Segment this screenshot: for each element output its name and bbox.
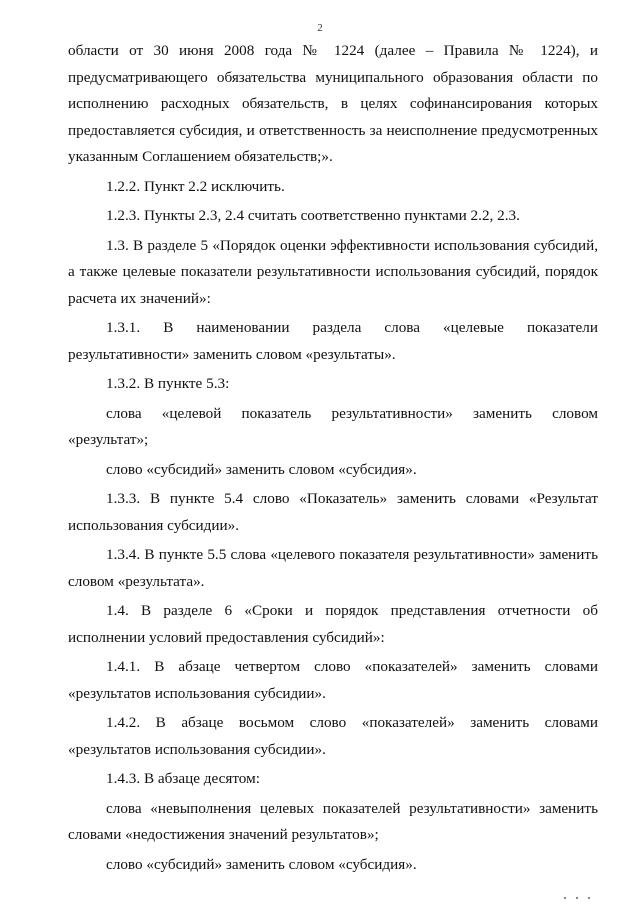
paragraph-1-3-1: 1.3.1. В наименовании раздела слова «целевые показатели результативности» заменить словом «результаты». [68, 319, 598, 363]
paragraph-1-3: 1.3. В разделе 5 «Порядок оценки эффективности использования субсидий, а также целевые показатели результативности использования субсидий, порядок расчета их значений»: [68, 236, 598, 307]
paragraph-1-3-2-words: слова «целевой показатель результативности» заменить словом «результат»; [68, 404, 598, 448]
paragraph-1-3-4: 1.3.4. В пункте 5.5 слова «целевого показателя результативности» заменить словом «результата». [68, 546, 598, 590]
paragraph-1-2-3: 1.2.3. Пункты 2.3, 2.4 считать соответственно пунктами 2.2, 2.3. [106, 207, 520, 224]
paragraph-1-3-3: 1.3.3. В пункте 5.4 слово «Показатель» заменить словами «Результат использования субсидии». [68, 490, 598, 534]
paragraph-1-4-1: 1.4.1. В абзаце четвертом слово «показателей» заменить словами «результатов использования субсидии». [68, 658, 598, 702]
page-number: 2 [317, 22, 323, 34]
paragraph-1-2-2: 1.2.2. Пункт 2.2 исключить. [106, 177, 285, 195]
paragraph-1-4-3-word: слово «субсидий» заменить словом «субсидия». [106, 855, 417, 873]
paragraph-1-4-3: 1.4.3. В абзаце десятом: [106, 770, 260, 787]
paragraph-continuation: области от 30 июня 2008 года № 1224 (далее – Правила № 1224), и предусматривающего обязательства муниципального образования области по исполнению расходных обязательств, в целях софинансирования которых предоставляется субсидия, и ответственность за неисполнение предусмотренных указанным Соглашением обязательств;». [68, 42, 598, 165]
paragraph-1-4-3-words: слова «невыполнения целевых показателей результативности» заменить словами «недостижения значений результатов»; [68, 799, 598, 843]
document-body [68, 38, 598, 878]
scan-artifact-dots [564, 893, 594, 899]
paragraph-1-4: 1.4. В разделе 6 «Сроки и порядок представления отчетности об исполнении условий предоставления субсидий»: [68, 602, 598, 646]
paragraph-1-4-2: 1.4.2. В абзаце восьмом слово «показателей» заменить словами «результатов использования субсидии». [68, 714, 598, 758]
paragraph-1-3-2-word: слово «субсидий» заменить словом «субсидия». [106, 460, 417, 478]
paragraph-1-3-2: 1.3.2. В пункте 5.3: [106, 375, 230, 392]
